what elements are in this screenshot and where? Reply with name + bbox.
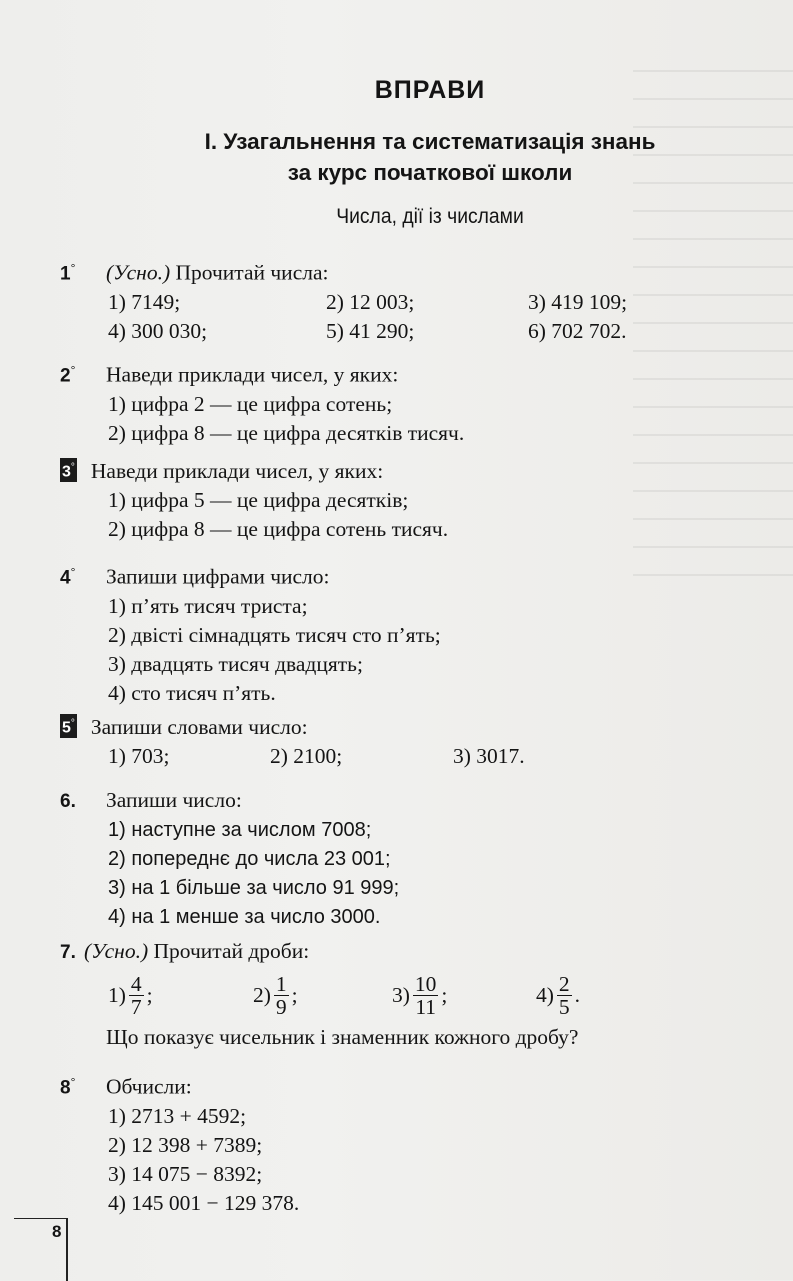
exercise-3 <box>60 457 448 544</box>
exercise-5 <box>60 713 740 771</box>
fraction-item: 2) $\frac{1}{9}$ ; <box>253 971 298 1019</box>
exercise-prompt: Запиши словами число: <box>90 715 308 739</box>
exercise-6 <box>60 786 399 932</box>
exercise-4 <box>60 558 441 708</box>
list-item: 4) 145 001 − 129 378. <box>108 1191 300 1216</box>
list-item: 5) 41 290; <box>326 319 415 344</box>
fraction-item: 1) $\frac{4}{7}$ ; <box>108 971 153 1019</box>
fractions-row <box>108 967 750 1023</box>
list-item: 1) п’ять тисяч триста; <box>108 594 308 619</box>
fraction: $\frac{10}{11}$ <box>414 971 437 1019</box>
exercise-prompt: Запиши число: <box>106 788 242 812</box>
exercise-number: 2° <box>60 363 76 387</box>
list-item: 2) цифра 8 — це цифра сотень тисяч. <box>108 517 449 541</box>
exercise-8 <box>60 1068 299 1218</box>
subsection-title: Числа, дії із числами <box>336 205 524 228</box>
exercise-prompt: Прочитай числа: <box>175 260 329 285</box>
list-item: 1) цифра 2 — це цифра сотень; <box>108 392 393 417</box>
exercise-number: 6. <box>60 791 76 812</box>
fraction-item: 4) $\frac{2}{5}$ . <box>536 971 581 1019</box>
list-item: 3) двадцять тисяч двадцять; <box>108 652 363 677</box>
exercise-number: 8° <box>60 1075 76 1099</box>
list-item: 3) 14 075 − 8392; <box>108 1162 263 1187</box>
fraction: $\frac{4}{7}$ <box>130 971 142 1019</box>
exercise-prompt: Наведи приклади чисел, у яких: <box>106 362 399 387</box>
item-row <box>108 742 740 771</box>
list-item: 3) 3017. <box>453 744 525 768</box>
exercise-number-boxed: 5° <box>60 714 77 738</box>
oral-note: (Усно.) <box>106 260 171 285</box>
list-item: 2) попереднє до числа 23 001; <box>108 848 391 870</box>
list-item: 2) цифра 8 — це цифра десятків тисяч. <box>108 421 465 446</box>
exercise-prompt: Прочитай дроби: <box>153 939 310 963</box>
exercise-number: 7. <box>60 942 76 963</box>
page-title: ВПРАВИ <box>374 76 486 104</box>
list-item: 1) наступне за числом 7008; <box>108 819 372 841</box>
item-row <box>108 317 740 346</box>
exercise-number: 4° <box>60 565 76 589</box>
list-item: 3) на 1 більше за число 91 999; <box>108 877 400 899</box>
fraction: $\frac{1}{9}$ <box>275 971 287 1019</box>
section-title-line-1: І. Узагальнення та систематизація знань <box>204 129 656 154</box>
list-item: 6) 702 702. <box>528 319 627 344</box>
list-item: 1) 703; <box>108 744 170 768</box>
exercise-number-boxed: 3° <box>60 458 77 482</box>
list-item: 2) 12 398 + 7389; <box>108 1133 263 1158</box>
list-item: 1) 7149; <box>108 290 181 315</box>
exercise-prompt: Наведи приклади чисел, у яких: <box>90 459 384 483</box>
exercise-7 <box>60 937 750 1052</box>
fraction: $\frac{2}{5}$ <box>558 971 570 1019</box>
exercise-2 <box>60 356 464 448</box>
exercise-question: Що показує чисельник і знаменник кожного дробу? <box>106 1025 579 1049</box>
exercise-1 <box>60 254 740 346</box>
list-item: 2) 2100; <box>270 744 343 768</box>
list-item: 1) цифра 5 — це цифра десятків; <box>108 488 409 512</box>
exercise-prompt: Обчисли: <box>106 1074 192 1099</box>
list-item: 4) на 1 менше за число 3000. <box>108 906 381 928</box>
item-row <box>108 288 740 317</box>
exercise-number: 1° <box>60 261 76 285</box>
fraction-item: 3) $\frac{10}{11}$ ; <box>392 971 448 1019</box>
page-number: 8 <box>52 1222 62 1241</box>
section-title <box>0 126 793 188</box>
list-item: 4) 300 030; <box>108 319 208 344</box>
oral-note: (Усно.) <box>84 939 149 963</box>
list-item: 2) двісті сімнадцять тисяч сто п’ять; <box>108 623 441 648</box>
exercise-prompt: Запиши цифрами число: <box>106 564 330 589</box>
list-item: 4) сто тисяч п’ять. <box>108 681 276 706</box>
section-title-line-2: за курс початкової школи <box>287 160 573 185</box>
list-item: 2) 12 003; <box>326 290 415 315</box>
list-item: 3) 419 109; <box>528 290 628 315</box>
list-item: 1) 2713 + 4592; <box>108 1104 247 1129</box>
